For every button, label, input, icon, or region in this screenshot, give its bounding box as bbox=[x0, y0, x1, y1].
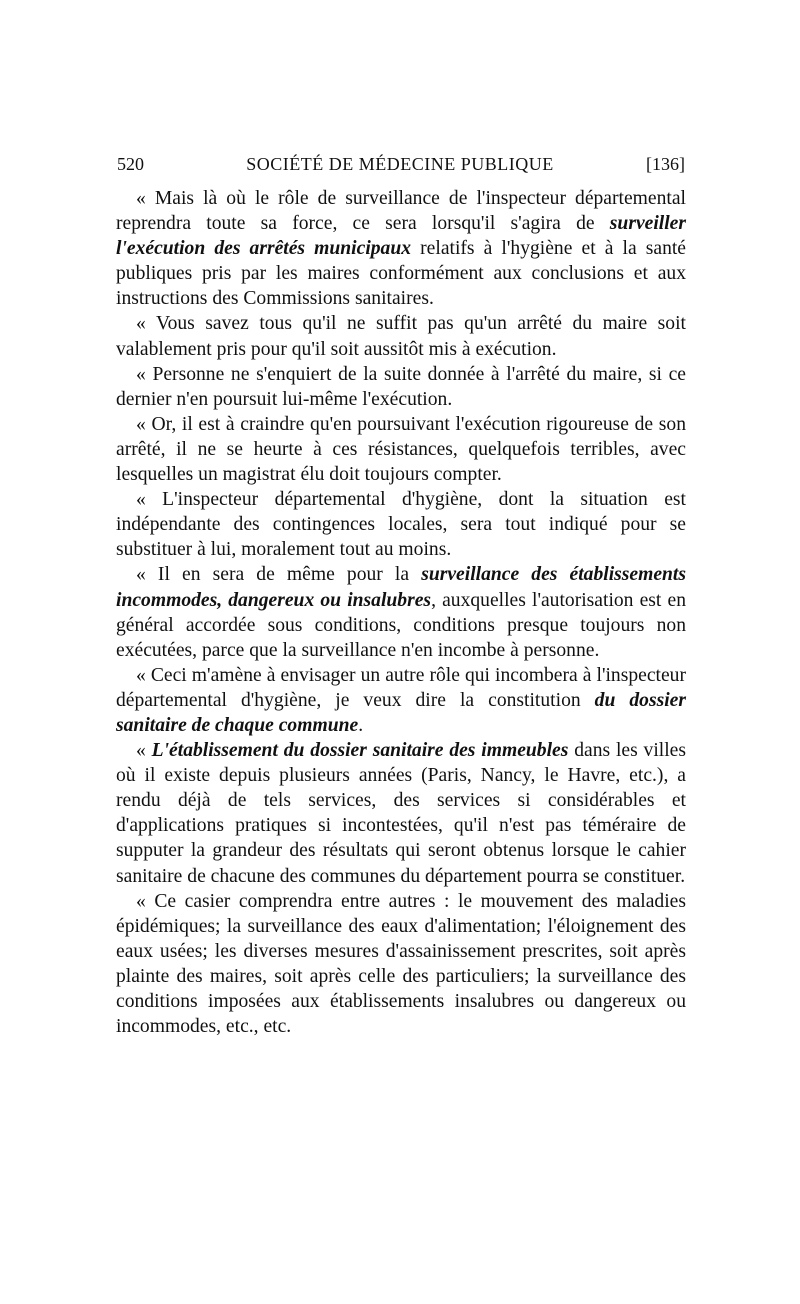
text-run: . bbox=[358, 714, 364, 736]
text-run: « Vous savez tous qu'il ne suffit pas qu'un arrêté du maire soit valablement pris pour qu'il soit aussitôt mis à exécution. bbox=[116, 313, 686, 360]
paragraph bbox=[116, 738, 686, 889]
paragraph bbox=[116, 562, 686, 662]
body-text bbox=[116, 186, 686, 1039]
text-run: « bbox=[136, 740, 152, 762]
text-run: « Ceci m'amène à envisager un autre rôle qui incombera à l'inspecteur départemental d'hygiène, je veux dire la constitution bbox=[116, 664, 686, 711]
running-head bbox=[115, 152, 685, 176]
bracket-page-reference: [136] bbox=[646, 154, 685, 174]
paragraph bbox=[116, 487, 686, 562]
italic-phrase: surveiller l'exécution des arrêtés municipaux bbox=[116, 213, 686, 260]
running-title: SOCIÉTÉ DE MÉDECINE PUBLIQUE bbox=[246, 154, 554, 174]
page-number: 520 bbox=[117, 154, 144, 174]
paragraph bbox=[116, 663, 686, 738]
text-run: « Ce casier comprendra entre autres : le mouvement des maladies épidémiques; la surveillance des eaux d'alimentation; l'éloignement des eaux usées; les diverses mesures d'assainissement prescrites, soit après plainte des maires, soit après celle des particuliers; la surveillance des conditions imposées aux établissements insalubres ou dangereux ou incommodes, etc., etc. bbox=[116, 890, 686, 1038]
paragraph bbox=[116, 362, 686, 412]
paragraph bbox=[116, 889, 686, 1040]
italic-phrase: L'établissement du dossier sanitaire des immeubles bbox=[151, 740, 569, 762]
paragraph bbox=[116, 186, 686, 311]
text-run: , auxquelles l'autorisation est en général accordée sous conditions, conditions presque toujours non exécutées, parce que la surveillance n'en incombe à personne. bbox=[116, 589, 686, 661]
italic-phrase: surveillance des établissements incommodes, dangereux ou insalubres bbox=[116, 564, 686, 611]
text-run: relatifs à l'hygiène et à la santé publiques pris par les maires conformément aux conclusions et aux instructions des Commissions sanitaires. bbox=[116, 238, 687, 310]
italic-phrase: du dossier sanitaire de chaque commune bbox=[116, 689, 686, 736]
text-run: « Mais là où le rôle de surveillance de l'inspecteur départemental reprendra toute sa force, ce sera lorsqu'il s'agira de bbox=[116, 188, 686, 235]
text-run: « L'inspecteur départemental d'hygiène, dont la situation est indépendante des contingences locales, sera tout indiqué pour se substituer à lui, moralement tout au moins. bbox=[116, 489, 686, 561]
paragraph bbox=[116, 311, 686, 361]
paragraph bbox=[116, 412, 686, 487]
text-run: « Personne ne s'enquiert de la suite donnée à l'arrêté du maire, si ce dernier n'en poursuit lui-même l'exécution. bbox=[116, 363, 686, 410]
text-run: « Il en sera de même pour la bbox=[136, 564, 422, 586]
text-run: dans les villes où il existe depuis plusieurs années (Paris, Nancy, le Havre, etc.), a rendu déjà de tels services, des services si considérables et d'applications pratiques si incontestées, qu'il n'est pas téméraire de supputer la grandeur des résultats qui seront obtenus lorsque le cahier sanitaire de chacune des communes du département pourra se constituer. bbox=[116, 740, 686, 887]
text-run: « Or, il est à craindre qu'en poursuivant l'exécution rigoureuse de son arrêté, il ne se heurte à ces résistances, quelquefois terribles, avec lesquelles un magistrat élu doit toujours compter. bbox=[116, 413, 686, 486]
